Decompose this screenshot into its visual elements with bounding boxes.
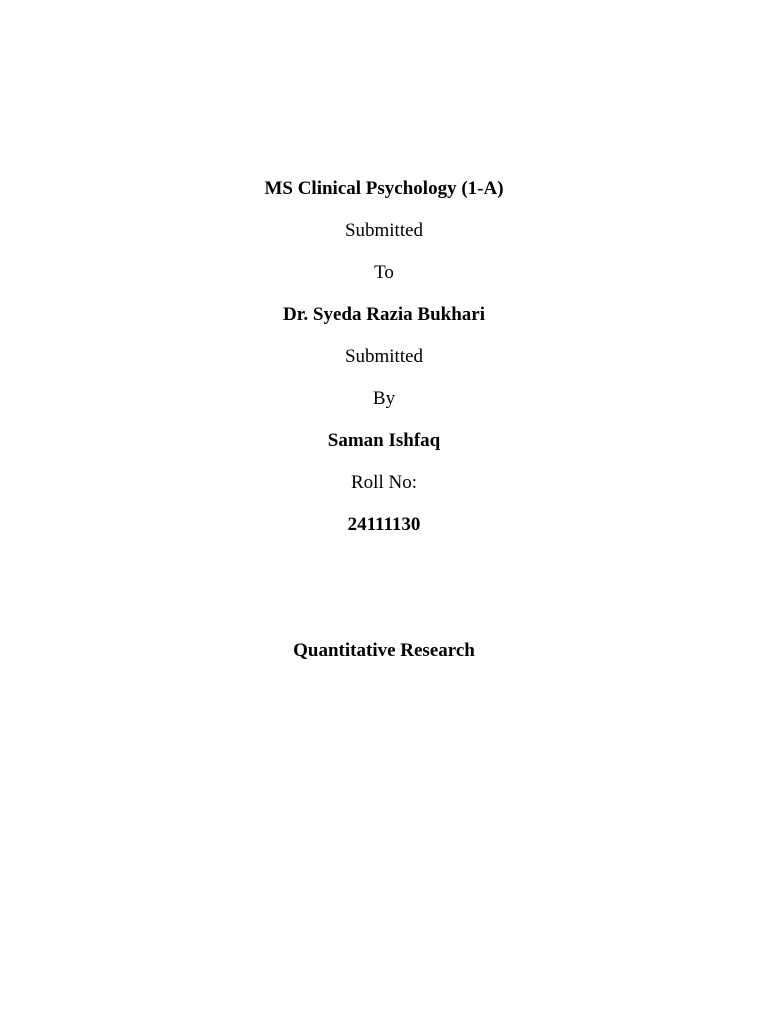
- program-title: MS Clinical Psychology (1-A): [264, 178, 504, 199]
- subject-title: Quantitative Research: [293, 640, 475, 661]
- student-name: Saman Ishfaq: [327, 430, 441, 451]
- submitted-label: Submitted: [344, 220, 424, 241]
- roll-number-label: Roll No:: [351, 472, 417, 493]
- roll-number: 24111130: [347, 514, 421, 535]
- to-label: To: [374, 262, 394, 283]
- by-label: By: [372, 388, 396, 409]
- submitted-label-2: Submitted: [344, 346, 424, 367]
- supervisor-name: Dr. Syeda Razia Bukhari: [283, 304, 485, 325]
